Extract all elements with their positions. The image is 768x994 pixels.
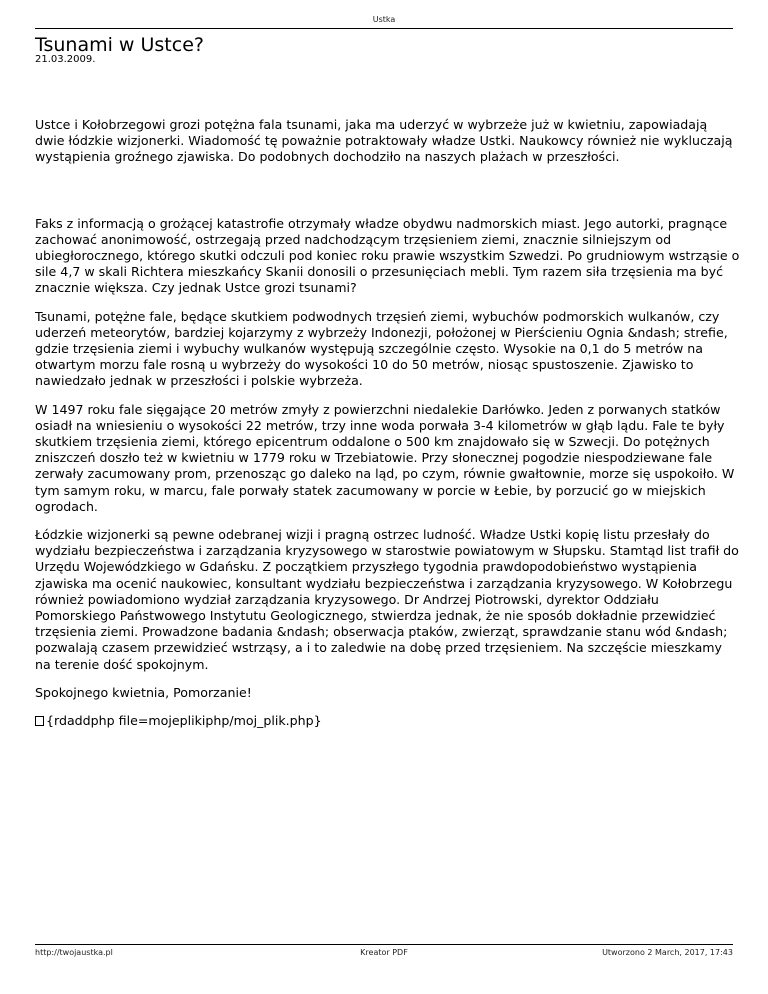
footer-url: http://twojaustka.pl xyxy=(35,948,113,957)
article-paragraph-5: Łódzkie wizjonerki są pewne odebranej wizji i pragną ostrzec ludność. Władze Ustki kopię listu przesłały do wydziału bezpieczeństwa i zarządzania kryzysowego w starostwie powiatowym w Słupsku. Stamtąd list trafił do Urzędu Wojewódzkiego w Gdańsku. Z początkiem przyszłego tygodnia prawdopodobieństwo wystąpienia zjawiska ma ocenić naukowiec, konsultant wydziału bezpieczeństwa i zarządzania kryzysowego. W Kołobrzegu również powiadomiono wydział zarządzania kryzysowego. Dr Andrzej Piotrowski, dyrektor Oddziału Pomorskiego Państwowego Instytutu Geologicznego, stwierdza jednak, że nie sposób dokładnie przewidzieć trzęsienia ziemi. Prowadzone badania &ndash; obserwacja ptaków, zwierząt, sprawdzanie stanu wód &ndash; pozwalają czasem przewidzieć wstrząsy, a i to zaledwie na dobę przed trzęsieniem. Na szczęście mieszkamy na terenie dość spokojnym. xyxy=(35,527,739,672)
article-paragraph-3: Tsunami, potężne fale, będące skutkiem podwodnych trzęsień ziemi, wybuchów podmorskich wulkanów, czy uderzeń meteorytów, bardziej kojarzymy z wybrzeży Indonezji, położonej w Pierścieniu Ognia &ndash; strefie, gdzie trzęsienia ziemi i wybuchy wulkanów występują szczególnie często. Wysokie na 0,1 do 5 metrów na otwartym morzu fale rosną u wybrzeży do wysokości 10 do 50 metrów, niosąc spustoszenie. Zjawisko to nawiedzało jednak w przeszłości i polskie wybrzeża. xyxy=(35,308,728,389)
article-body xyxy=(35,117,740,741)
placeholder-tag: {rdaddphp file=mojeplikiphp/moj_plik.php} xyxy=(46,713,322,729)
footer-generator: Kreator PDF xyxy=(360,948,408,957)
placeholder-tag-line xyxy=(35,713,740,729)
header-divider xyxy=(35,28,733,29)
article-title: Tsunami w Ustce? xyxy=(35,34,204,56)
footer-divider xyxy=(35,944,733,945)
page-header-site: Ustka xyxy=(372,15,396,24)
missing-glyph-icon xyxy=(35,716,44,726)
article-paragraph-1: Ustce i Kołobrzegowi grozi potężna fala tsunami, jaka ma uderzyć w wybrzeże już w kwietniu, zapowiadają dwie łódzkie wizjonerki. Wiadomość tę poważnie potraktowały władze Ustki. Naukowcy również nie wykluczają wystąpienia groźnego zjawiska. Do podobnych dochodziło na naszych plażach w przeszłości. xyxy=(35,117,733,165)
footer-created: Utworzono 2 March, 2017, 17:43 xyxy=(602,948,733,957)
article-paragraph-2: Faks z informacją o grożącej katastrofie otrzymały władze obydwu nadmorskich miast. Jego autorki, pragnące zachować anonimowość, ostrzegają przed nadchodzącym trzęsieniem ziemi, znacznie silniejszym od ubiegłorocznego, którego skutki odczuli pod koniec roku prawie wszystkim Szwedzi. Po grudniowym wstrząsie o sile 4,7 w skali Richtera mieszkańcy Skanii donosili o przesunięciach mebli. Tym razem siła trzęsienia ma być znacznie większa. Czy jednak Ustce grozi tsunami? xyxy=(35,215,740,296)
article-date: 21.03.2009. xyxy=(35,54,96,65)
article-paragraph-4: W 1497 roku fale sięgające 20 metrów zmyły z powierzchni niedalekie Darłówko. Jeden z porwanych statków osiadł na wniesieniu o wysokości 22 metrów, trzy inne woda porwała 3-4 kilometrów w głąb lądu. Fale te były skutkiem trzęsienia ziemi, którego epicentrum oddalone o 500 km znajdowało się w Szwecji. Do potężnych zniszczeń doszło też w kwietniu w 1779 roku w Trzebiatowie. Przy słonecznej pogodzie niespodziewane fale zerwały zacumowany prom, przenosząc go daleko na ląd, po czym, równie gwałtownie, morze się uspokoiło. W tym samym roku, w marcu, fale porwały statek zacumowany w porcie w Łebie, by porzucić go w miejskich ogrodach. xyxy=(35,401,735,514)
article-paragraph-6: Spokojnego kwietnia, Pomorzanie! xyxy=(35,684,252,700)
